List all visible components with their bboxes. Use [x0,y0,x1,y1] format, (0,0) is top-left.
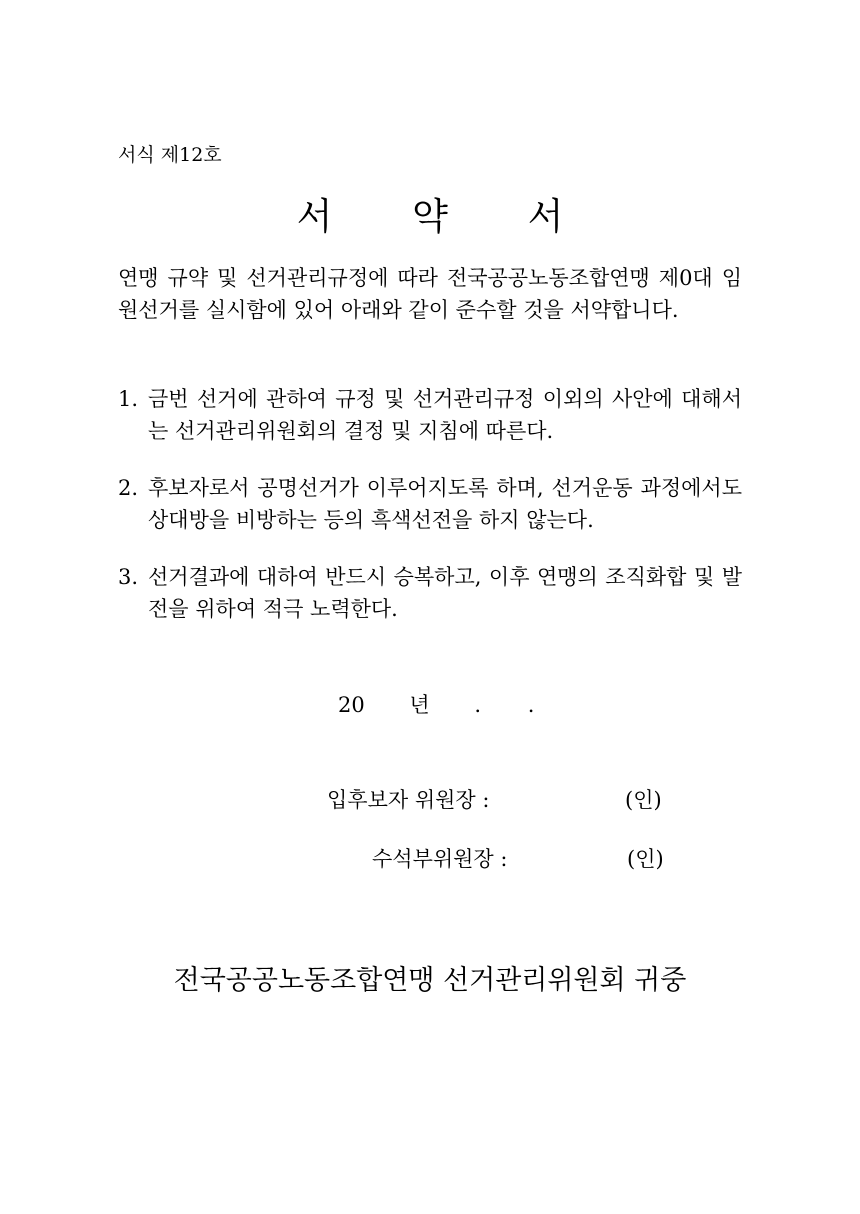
intro-paragraph: 연맹 규약 및 선거관리규정에 따라 전국공공노동조합연맹 제0대 임원선거를 실시함에 있어 아래와 같이 준수할 것을 서약합니다. [118,266,742,322]
pledge-number: 1. [118,387,139,411]
document-title [0,186,860,240]
pledge-item [118,472,742,536]
date-dot: . [527,693,535,717]
title-char: 서 [296,195,333,238]
pledge-text: 금번 선거에 관하여 규정 및 선거관리규정 이외의 사안에 대해서는 선거관리위원회의 결정 및 지침에 따른다. [148,387,742,443]
pledge-number: 2. [118,476,139,500]
pledge-item [118,561,742,625]
title-char: 서 [527,195,564,238]
date-line [338,689,534,719]
form-number: 서식 제12호 [118,144,222,166]
signature-label-candidate: 입후보자 위원장 : [327,788,490,812]
date-year-unit: 년 [409,693,430,717]
seal-mark: (인) [627,847,664,871]
pledge-text: 후보자로서 공명선거가 이루어지도록 하며, 선거운동 과정에서도 상대방을 비방하는 등의 흑색선전을 하지 않는다. [148,476,742,532]
title-char: 약 [412,195,448,238]
addressee-footer: 전국공공노동조합연맹 선거관리위원회 귀중 [173,965,687,996]
pledge-number: 3. [118,565,139,589]
pledge-text: 선거결과에 대하여 반드시 승복하고, 이후 연맹의 조직화합 및 발전을 위하여 적극 노력한다. [148,565,742,621]
date-dot: . [474,693,482,717]
signature-label-vice: 수석부위원장 : [372,847,508,871]
date-year-prefix: 20 [338,693,365,717]
pledge-list [118,383,742,650]
seal-mark: (인) [625,788,662,812]
pledge-item [118,383,742,447]
